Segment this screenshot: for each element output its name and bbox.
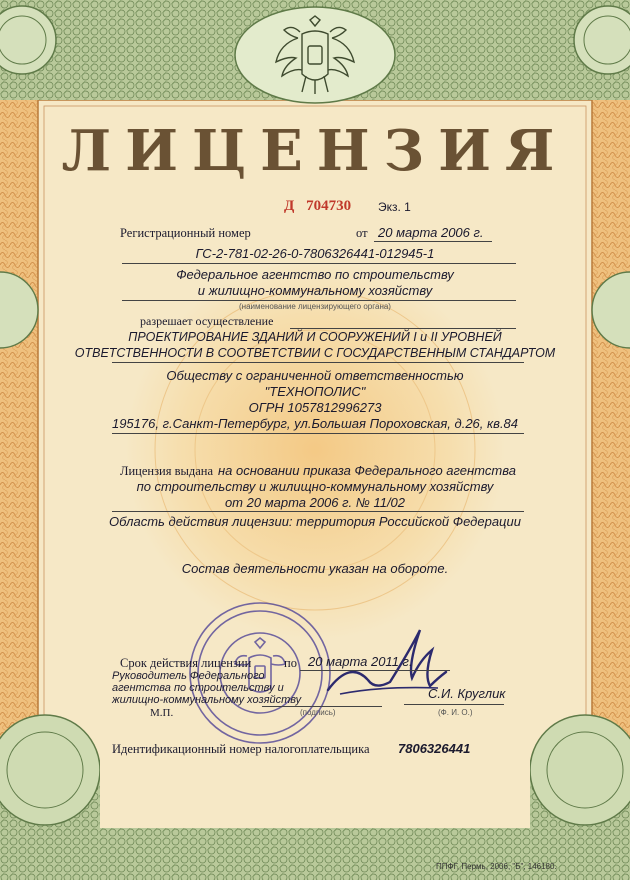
head-line-1: Руководитель Федерального	[112, 670, 265, 682]
authority-line-1: Федеральное агентство по строительству	[176, 267, 454, 282]
license-number: 704730	[306, 198, 352, 214]
signature-caption: (подпись)	[300, 708, 336, 717]
signer-name: С.И. Круглик	[428, 686, 506, 701]
license-number-row	[284, 198, 351, 215]
validity-label: Срок действия лицензии	[120, 656, 252, 670]
signer-underline	[404, 704, 504, 705]
authority-underline	[122, 300, 516, 301]
holder-line-1: Обществу с ограниченной ответственностью	[166, 368, 464, 383]
validity-date: 20 марта 2011 г.	[308, 654, 413, 669]
date-underline	[374, 241, 492, 242]
authority-caption: (наименование лицензирующего органа)	[239, 302, 391, 311]
issued-label: Лицензия выдана	[120, 464, 214, 478]
inn-label: Идентификационный номер налогоплательщика	[112, 742, 370, 756]
reg-number-underline	[122, 263, 516, 264]
activity-underline	[112, 362, 524, 363]
license-scope: Область действия лицензии: территория Российской Федерации	[109, 514, 521, 529]
document-title: ЛИЦЕНЗИЯ	[61, 118, 569, 184]
activity-note: Состав деятельности указан на обороте.	[181, 561, 449, 576]
coat-of-arms-emblem	[270, 14, 360, 98]
registration-date: 20 марта 2006 г.	[378, 225, 484, 240]
head-line-3: жилищно-коммунальному хозяйству	[112, 694, 302, 706]
fio-caption: (Ф. И. О.)	[438, 708, 473, 717]
permits-label: разрешает осуществление	[140, 314, 274, 328]
permits-underline	[290, 328, 516, 329]
issued-line-2: по строительству и жилищно-коммунальному хозяйству	[136, 479, 494, 494]
registration-number: ГС-2-781-02-26-0-7806326441-012945-1	[195, 246, 435, 261]
holder-address: 195176, г.Санкт-Петербург, ул.Большая Пороховская, д.26, кв.84	[111, 416, 519, 431]
signature-line	[262, 706, 382, 707]
series-letter: Д	[284, 198, 295, 214]
seal-place-label: М.П.	[150, 707, 174, 719]
holder-name: "ТЕХНОПОЛИС"	[264, 384, 366, 399]
activity-line-1: ПРОЕКТИРОВАНИЕ ЗДАНИЙ И СООРУЖЕНИЙ I и II УРОВНЕЙ	[128, 330, 502, 344]
holder-ogrn: ОГРН 1057812996273	[248, 400, 382, 415]
validity-to-label: по	[284, 656, 297, 670]
printer-info: ППФГ, Пермь, 2006, "Б", 146180.	[436, 862, 557, 871]
validity-underline	[300, 670, 450, 671]
activity-line-2: ОТВЕТСТВЕННОСТИ В СООТВЕТСТВИИ С ГОСУДАРСТВЕННЫМ СТАНДАРТОМ	[74, 346, 556, 360]
holder-underline	[112, 433, 524, 434]
inn-value: 7806326441	[398, 741, 471, 756]
authority-line-2: и жилищно-коммунальному хозяйству	[197, 283, 433, 298]
registration-label: Регистрационный номер	[120, 226, 251, 240]
issued-underline	[112, 511, 524, 512]
issued-line-3: от 20 марта 2006 г. № 11/02	[224, 495, 406, 510]
copy-number: Экз. 1	[378, 200, 411, 214]
head-line-2: агентства по строительству и	[112, 682, 284, 694]
registration-from-label: от	[356, 226, 368, 240]
issued-line-1: на основании приказа Федерального агентства	[218, 463, 516, 478]
